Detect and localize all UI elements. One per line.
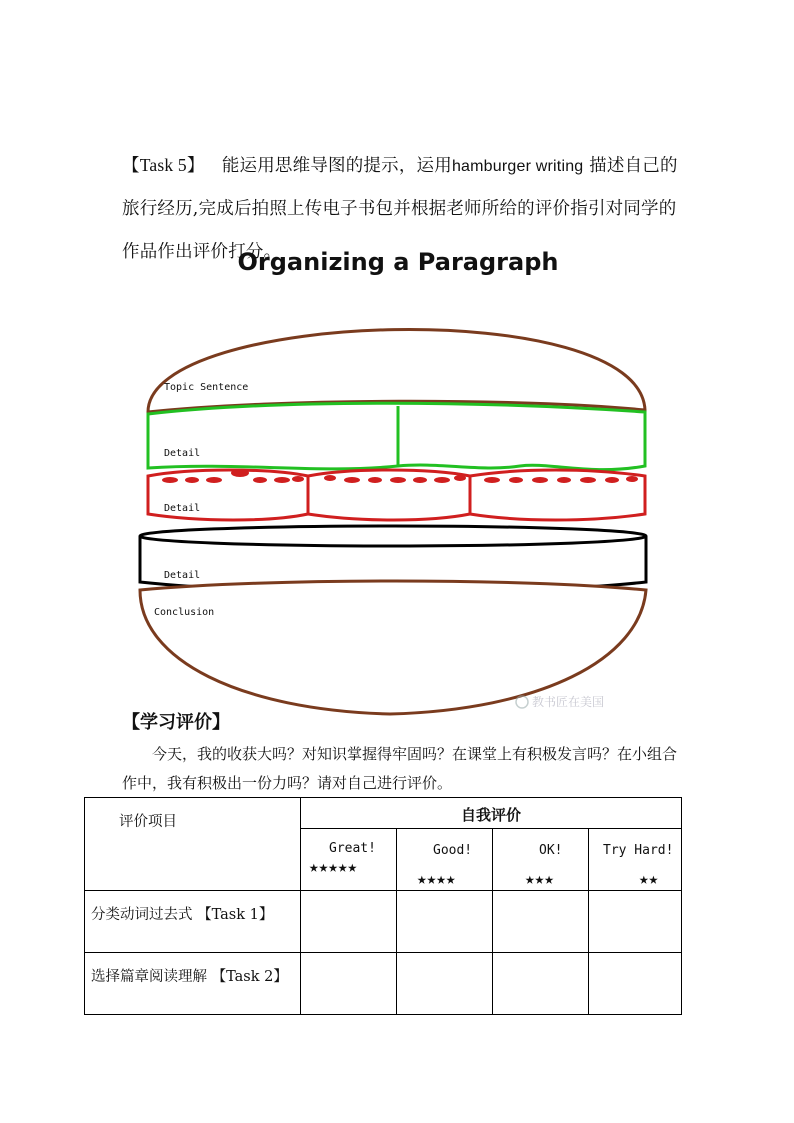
rating-try-hard xyxy=(589,829,682,891)
rating-cell[interactable] xyxy=(589,891,682,953)
table-row xyxy=(85,953,682,1015)
table-row xyxy=(85,891,682,953)
rating-cell[interactable] xyxy=(397,953,493,1015)
row-item-cell xyxy=(85,891,301,953)
label-detail-2: Detail xyxy=(164,503,201,514)
self-eval-header: 自我评价 xyxy=(461,806,522,824)
task5-text-2: 描述自己的旅行经历,完成后拍照上传电子书包并根据老师所给的评价指引对同学的作品作出评价打分。 xyxy=(122,156,678,262)
watermark-text: 教书匠在美国 xyxy=(532,695,605,709)
row-item-text: 选择篇章阅读理解 【Task 2】 xyxy=(91,969,288,985)
item-header-cell xyxy=(85,798,301,891)
task5-text-en: hamburger writing xyxy=(451,158,584,175)
rating-label: OK! xyxy=(539,843,563,858)
task5-text-1: 能运用思维导图的提示，运用 xyxy=(221,156,452,176)
evaluation-table xyxy=(84,797,682,1015)
rating-good xyxy=(397,829,493,891)
tomato-layer xyxy=(148,469,645,520)
rating-label: Good! xyxy=(433,843,473,858)
rating-cell[interactable] xyxy=(493,953,589,1015)
rating-label: Try Hard! xyxy=(603,843,674,858)
rating-stars: ★★★★★ xyxy=(309,857,358,876)
evaluation-intro: 今天，我的收获大吗？对知识掌握得牢固吗？在课堂上有积极发言吗？在小组合作中，我有积极出一份力吗？请对自己进行评价。 xyxy=(122,745,678,792)
hamburger-diagram xyxy=(120,240,660,722)
row-item-cell xyxy=(85,953,301,1015)
label-detail-3: Detail xyxy=(164,570,201,581)
rating-stars: ★★ xyxy=(639,869,659,888)
rating-cell[interactable] xyxy=(301,953,397,1015)
row-item-text: 分类动词过去式 【Task 1】 xyxy=(91,907,274,923)
evaluation-title: 【学习评价】 xyxy=(122,712,230,733)
rating-label: Great! xyxy=(329,841,376,856)
rating-ok xyxy=(493,829,589,891)
label-conclusion: Conclusion xyxy=(154,607,215,618)
rating-stars: ★★★ xyxy=(525,869,554,888)
task5-tag: 【Task 5】 xyxy=(122,155,205,175)
label-topic-sentence: Topic Sentence xyxy=(164,382,249,393)
rating-cell[interactable] xyxy=(397,891,493,953)
rating-great xyxy=(301,829,397,891)
rating-cell[interactable] xyxy=(589,953,682,1015)
diagram-title: Organizing a Paragraph xyxy=(237,248,559,276)
rating-cell[interactable] xyxy=(493,891,589,953)
label-detail-1: Detail xyxy=(164,448,201,459)
rating-stars: ★★★★ xyxy=(417,869,456,888)
item-header: 评价项目 xyxy=(119,814,177,830)
top-bun xyxy=(148,330,645,412)
self-eval-header-cell xyxy=(301,798,682,829)
watermark xyxy=(516,694,604,709)
rating-cell[interactable] xyxy=(301,891,397,953)
